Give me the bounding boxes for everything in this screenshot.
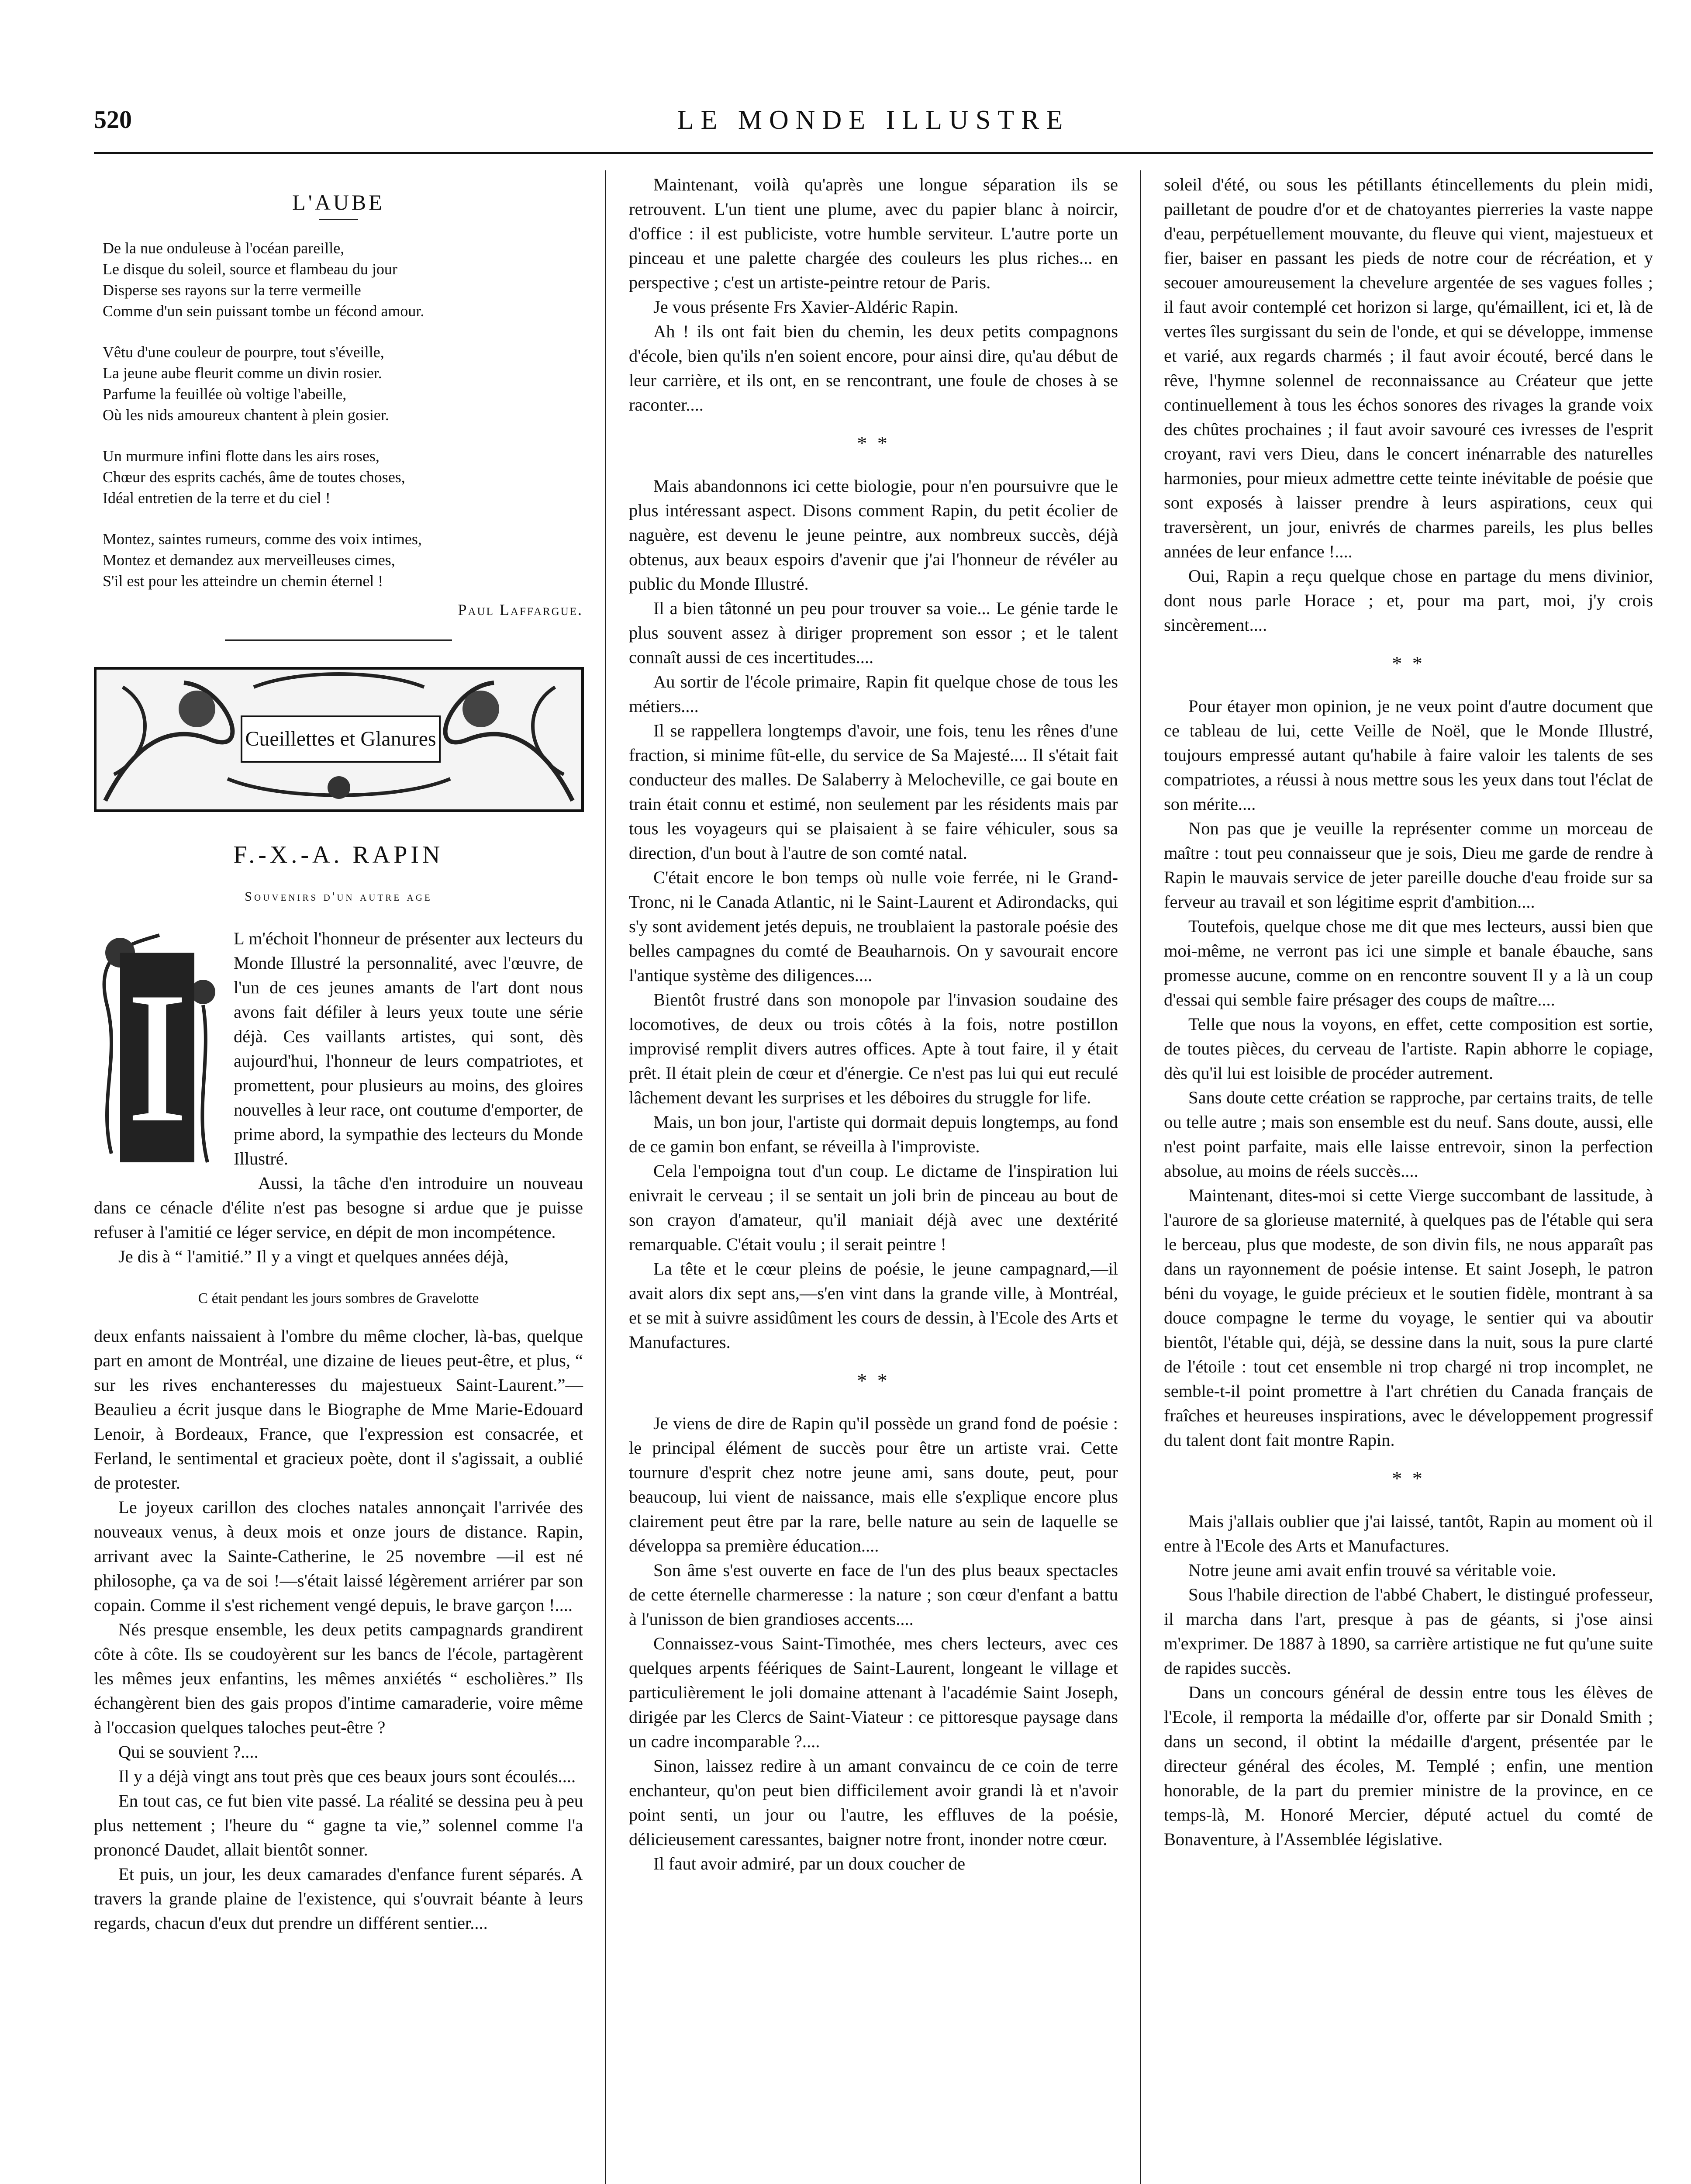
poem-line: S'il est pour les atteindre un chemin éternel ! (103, 572, 383, 590)
newspaper-page (94, 87, 1653, 2184)
paragraph: Aussi, la tâche d'en introduire un nouveau dans ce cénacle d'élite n'est pas besogne si ardue que je puisse refuser à l'amitié ce léger service, en dépit de mon incompétence. (94, 1173, 583, 1242)
paragraph: Oui, Rapin a reçu quelque chose en partage du mens divinior, dont nous parle Horace ; et, pour ma part, moi, j'y crois sincèrement.... (1164, 566, 1653, 635)
poem-stanza (103, 529, 583, 591)
paragraph: Sans doute cette création se rapproche, par certains traits, de telle ou telle autre ; mais son ensemble est du neuf. Sans doute, aussi, elle n'est point parfaite, mais elle laisse entrevoir, sinon la perfection absolue, au moins de réels succès.... (1164, 1088, 1653, 1181)
section-stars: * * (857, 432, 890, 454)
section-stars: * * (857, 1369, 890, 1392)
column-3 (1164, 173, 1653, 1852)
dropcap-ornament (94, 926, 221, 1171)
poem-line: De la nue onduleuse à l'océan pareille, (103, 239, 345, 257)
paragraph: Je vous présente Frs Xavier-Aldéric Rapin. (653, 297, 959, 317)
journal-title: LE MONDE ILLUSTRE (677, 105, 1070, 135)
page-number: 520 (94, 105, 132, 134)
poem-stanza (103, 446, 583, 508)
poem-title-rule (319, 219, 358, 220)
poem-title: L'AUBE (292, 190, 385, 214)
poem-author: Paul Laffargue. (458, 601, 583, 619)
poem-line: Idéal entretien de la terre et du ciel ! (103, 489, 331, 507)
paragraph: Sinon, laissez redire à un amant convaincu de ce coin de terre enchanteur, qu'on peut bien difficilement avoir grandi là et n'avoir point senti, un jour ou l'autre, les effluves de la poésie, délicieusement caressantes, baigner notre front, inonder notre cœur. (629, 1756, 1118, 1849)
poem-line: Montez, saintes rumeurs, comme des voix intimes, (103, 530, 422, 548)
paragraph: L m'échoit l'honneur de présenter aux lecteurs du Monde Illustré la personnalité, avec l'œuvre, de l'un de ces jeunes amants de l'art dont nous avons fait défiler à leurs yeux toute une série déjà. Ces vaillants artistes, qui sont, dès aujourd'hui, l'honneur de leurs compatriotes, et promettent, pour plusieurs au moins, des gloires nouvelles à leur race, ont coutume d'emporter, de prime abord, la sympathie des lecteurs du Monde Illustré. (234, 929, 583, 1168)
paragraph: deux enfants naissaient à l'ombre du même clocher, là-bas, quelque part en amont de Montréal, une dizaine de lieues peut-être, et plus, “ sur les rives enchanteresses du majestueux Saint-Laurent.”— Beaulieu a écrit jusque dans le Biographe de Mme Marie-Edouard Lenoir, à Bordeaux, France, que l'expression est consacrée, et Ferland, le sentimental et gracieux poète, dont il s'agissait, a oublié de protester. (94, 1326, 583, 1493)
article-subtitle: Souvenirs d'un autre age (245, 889, 432, 904)
paragraph: Connaissez-vous Saint-Timothée, mes chers lecteurs, avec ces quelques arpents féériques de Saint-Laurent, longeant le village et particulièrement le joli domaine attenant à l'académie Saint Joseph, dirigée par les Clercs de Saint-Viateur : ce pittoresque paysage dans un cadre incomparable ?.... (629, 1634, 1118, 1751)
paragraph: soleil d'été, ou sous les pétillants étincellements du plein midi, pailletant de poudre d'or et de chatoyantes pierreries la vaste nappe d'eau, perpétuellement mouvante, du fleuve qui vient, majestueux et fier, baiser en passant les pieds de notre cour de récréation, et y secouer amoureusement la chevelure argentée de ses vagues folles ; il faut avoir contemplé cet horizon si large, qu'émaillent, ici et, là de vertes îles surgissant du sein de l'onde, et qui se développe, immense et varié, aux regards charmés ; il faut avoir écouté, bercé dans le rêve, l'hymne solennel de reconnaissance au Créateur que jette continuellement à tous les échos sonores des rivages la grande voix des chûtes prochaines ; il faut avoir savouré ces ivresses de l'esprit croyant, ravi vers Dieu, dans le concert inénarrable des naturelles harmonies, pour mieux admettre cette teinte inévitable de poésie que sont exposés à laisser prendre à leurs aspirations, ceux qui traversèrent, un jour, enivrés de charmes pareils, les plus belles années de leur enfance !.... (1164, 175, 1653, 561)
paragraph: Je dis à “ l'amitié.” Il y a vingt et quelques années déjà, (118, 1247, 509, 1266)
section-stars: * * (1392, 1467, 1425, 1489)
section-rule (225, 639, 452, 641)
section-stars: * * (1392, 652, 1425, 674)
article-title: F.-X.-A. RAPIN (233, 841, 444, 868)
paragraph: Maintenant, voilà qu'après une longue séparation ils se retrouvent. L'un tient une plume, avec du papier blanc à noircir, d'office : il est publiciste, votre humble serviteur. L'autre porte un pinceau et une palette chargée des couleurs les plus riches... en perspective ; c'est un artiste-peintre retour de Paris. (629, 175, 1118, 292)
poem-stanza (103, 342, 583, 425)
paragraph: C'était encore le bon temps où nulle voie ferrée, ni le Grand-Tronc, ni le Canada Atlantic, ni le Saint-Laurent et Adirondacks, qui s'y sont avidement jetés depuis, ne troublaient la pastorale poésie des belles campagnes du comté de Beauharnois. On y savourait encore l'antique système des diligences.... (629, 867, 1118, 985)
paragraph: Sous l'habile direction de l'abbé Chabert, le distingué professeur, il marcha dans l'art, presque à pas de géants, si j'ose ainsi m'exprimer. De 1887 à 1890, sa carrière artistique ne fut qu'une suite de rapides succès. (1164, 1585, 1653, 1678)
paragraph: Qui se souvient ?.... (118, 1742, 259, 1762)
paragraph: Non pas que je veuille la représenter comme un morceau de maître : tout peu connaisseur que je sois, Dieu me garde de rendre à Rapin le mauvais service de jeter pareille douche d'eau froide sur sa ferveur au travail et son légitime esprit d'ambition.... (1164, 819, 1653, 912)
paragraph: Et puis, un jour, les deux camarades d'enfance furent séparés. A travers la grande plaine de l'existence, qui s'ouvrait béante à leurs regards, chacun d'eux dut prendre un différent sentier.... (94, 1864, 583, 1933)
paragraph: En tout cas, ce fut bien vite passé. La réalité se dessina peu à peu plus nettement ; l'heure du “ gagne ta vie,” solennel comme l'a prononcé Daudet, allait bientôt sonner. (94, 1791, 583, 1859)
poem-line: Un murmure infini flotte dans les airs roses, (103, 447, 380, 465)
paragraph: Il a bien tâtonné un peu pour trouver sa voie... Le génie tarde le plus souvent assez à diriger proprement son essor ; et le talent connaît aussi de ces incertitudes.... (629, 598, 1118, 667)
header-rule (94, 152, 1653, 154)
poem-line: Vêtu d'une couleur de pourpre, tout s'éveille, (103, 343, 384, 361)
poem-line: La jeune aube fleurit comme un divin rosier. (103, 364, 382, 382)
section-banner (94, 667, 584, 812)
paragraph: Il se rappellera longtemps d'avoir, une fois, tenu les rênes d'une fraction, si minime fût-elle, du service de Sa Majesté.... Il s'était fait conducteur des malles. De Salaberry à Melocheville, ce gai boute en train était connu et estimé, non seulement par les résidents mais par tous les voyageurs qui se plaisaient à se faire véhiculer, sous sa direction, d'un bout à l'autre de son comté natal. (629, 721, 1118, 863)
poem-line: Comme d'un sein puissant tombe un fécond amour. (103, 302, 424, 320)
poem-stanza (103, 238, 583, 321)
banner-label: Cueillettes et Glanures (241, 715, 441, 763)
paragraph: Telle que nous la voyons, en effet, cette composition est sortie, de toutes pièces, du cerveau de l'artiste. Rapin abhorre le copiage, dès qu'il lui est loisible de procéder autrement. (1164, 1014, 1653, 1083)
paragraph: Le joyeux carillon des cloches natales annonçait l'arrivée des nouveaux venus, à deux mois et onze jours de distance. Rapin, arrivant avec la Sainte-Catherine, le 25 novembre —il est né philosophe, ça va de soi !—s'était laissé légèrement arriérer par son copain. Comme il s'est richement vengé depuis, le brave garçon !.... (94, 1497, 583, 1615)
column-divider (1140, 170, 1141, 2184)
poem-line: Disperse ses rayons sur la terre vermeille (103, 281, 361, 299)
paragraph: Mais, un bon jour, l'artiste qui dormait depuis longtemps, au fond de ce gamin bon enfant, se réveilla à l'improviste. (629, 1112, 1118, 1156)
illustration-caption: C était pendant les jours sombres de Gravelotte (198, 1290, 479, 1306)
column-2 (629, 173, 1118, 1876)
paragraph: Il faut avoir admiré, par un doux coucher de (653, 1854, 966, 1873)
paragraph: La tête et le cœur pleins de poésie, le jeune campagnard,—il avait alors dix sept ans,—s'en vint dans la grande ville, à Montréal, et se mit à suivre assidûment les cours de dessin, à l'Ecole des Arts et Manufactures. (629, 1259, 1118, 1352)
paragraph: Bientôt frustré dans son monopole par l'invasion soudaine des locomotives, de deux ou trois côtés à la fois, notre postillon improvisé remplit divers autres offices. Apte à tout faire, il y était prêt. Il était plein de cœur et d'énergie. Ce n'est pas lui qui eut reculé lâchement devant les surprises et les déboires du struggle for life. (629, 990, 1118, 1107)
column-divider (605, 170, 606, 2184)
column-1 (94, 173, 583, 1935)
paragraph: Maintenant, dites-moi si cette Vierge succombant de lassitude, à l'aurore de sa glorieuse maternité, à quelques pas de l'étable qui sera le berceau, plus que modeste, de son divin fils, ne nous apparaît pas dans un rayonnement de poésie intense. Et saint Joseph, le patron béni du voyage, le guide précieux et le soutien fidèle, montrant à sa douce compagne le terme du voyage, le sentier qui va aboutir bientôt, l'étable qui, déjà, se dessine dans la nuit, sous la pure clarté de l'étoile : tout cet ensemble ni trop chargé ni trop incomplet, ne semble-t-il point promettre à l'art chrétien du Canada français de fraîches et heureuses inspirations, avec le développement progressif du talent dont fait montre Rapin. (1164, 1185, 1653, 1450)
paragraph: Mais j'allais oublier que j'ai laissé, tantôt, Rapin au moment où il entre à l'Ecole des Arts et Manufactures. (1164, 1511, 1653, 1555)
page-header (94, 105, 1653, 153)
paragraph: Toutefois, quelque chose me dit que mes lecteurs, aussi bien que moi-même, ne verront pas ici une simple et banale ébauche, sans promesse aucune, comme on en rencontre souvent Il y a là un coup d'essai qui semble faire présager des coups de maître.... (1164, 916, 1653, 1009)
paragraph: Notre jeune ami avait enfin trouvé sa véritable voie. (1188, 1560, 1556, 1580)
dropcap-letter: I (120, 953, 194, 1162)
paragraph: Nés presque ensemble, les deux petits campagnards grandirent côte à côte. Ils se coudoyèrent sur les bancs de l'école, partagèrent les mêmes jeux enfantins, les mêmes anxiétés “ escholières.” Ils échangèrent bien des gais propos d'intime camaraderie, voire même à l'occasion quelques taloches peut-être ? (94, 1620, 583, 1737)
poem-line: Montez et demandez aux merveilleuses cimes, (103, 551, 395, 569)
paragraph: Mais abandonnons ici cette biologie, pour n'en poursuivre que le plus intéressant aspect. Disons comment Rapin, du petit écolier de naguère, est devenu le jeune peintre, aux nombreux succès, déjà obtenus, aux beaux espoirs d'avenir que j'ai l'honneur de révéler au public du Monde Illustré. (629, 476, 1118, 594)
poem-line: Parfume la feuillée où voltige l'abeille, (103, 385, 347, 403)
paragraph: Dans un concours général de dessin entre tous les élèves de l'Ecole, il remporta la médaille d'or, offerte par sir Donald Smith ; dans un second, il obtint la médaille d'argent, présentée par le directeur général des écoles, M. Templé ; enfin, une mention honorable, de la part du premier ministre de la province, en ce temps-là, M. Honoré Mercier, député actuel du comté de Bonaventure, à l'Assemblée législative. (1164, 1683, 1653, 1849)
paragraph: Ah ! ils ont fait bien du chemin, les deux petits compagnons d'école, bien qu'ils n'en soient encore, pour ainsi dire, qu'au début de leur carrière, et ils ont, en se rencontrant, une foule de choses à se raconter.... (629, 321, 1118, 415)
poem-line: Chœur des esprits cachés, âme de toutes choses, (103, 468, 405, 486)
poem-line: Où les nids amoureux chantent à plein gosier. (103, 406, 389, 424)
poem-line: Le disque du soleil, source et flambeau du jour (103, 260, 397, 278)
paragraph: Je viens de dire de Rapin qu'il possède un grand fond de poésie : le principal élément de succès pour être un artiste vrai. Cette tournure d'esprit chez notre jeune ami, sans doute, peut, pour beaucoup, lui vient de naissance, mais elle s'explique encore plus clairement peut être par la rare, belle nature au sein de laquelle se développa sa première éducation.... (629, 1413, 1118, 1555)
paragraph: Il y a déjà vingt ans tout près que ces beaux jours sont écoulés.... (118, 1766, 576, 1786)
paragraph: Son âme s'est ouverte en face de l'un des plus beaux spectacles de cette éternelle charmeresse : la nature ; son cœur d'enfant a battu à l'unisson de bien grandioses accents.... (629, 1560, 1118, 1629)
paragraph: Pour étayer mon opinion, je ne veux point d'autre document que ce tableau de lui, cette Veille de Noël, que le Monde Illustré, toujours empressé autant qu'habile à faire valoir les talents de ses compatriotes, a réussi à nous mettre sous les yeux dans tout l'éclat de son mérite.... (1164, 696, 1653, 814)
paragraph: Cela l'empoigna tout d'un coup. Le dictame de l'inspiration lui enivrait le cerveau ; il se sentait un joli brin de pinceau au bout de son crayon d'amateur, qu'il maniait déjà avec une dextérité remarquable. C'était voulu ; il serait peintre ! (629, 1161, 1118, 1254)
paragraph: Au sortir de l'école primaire, Rapin fit quelque chose de tous les métiers.... (629, 672, 1118, 716)
